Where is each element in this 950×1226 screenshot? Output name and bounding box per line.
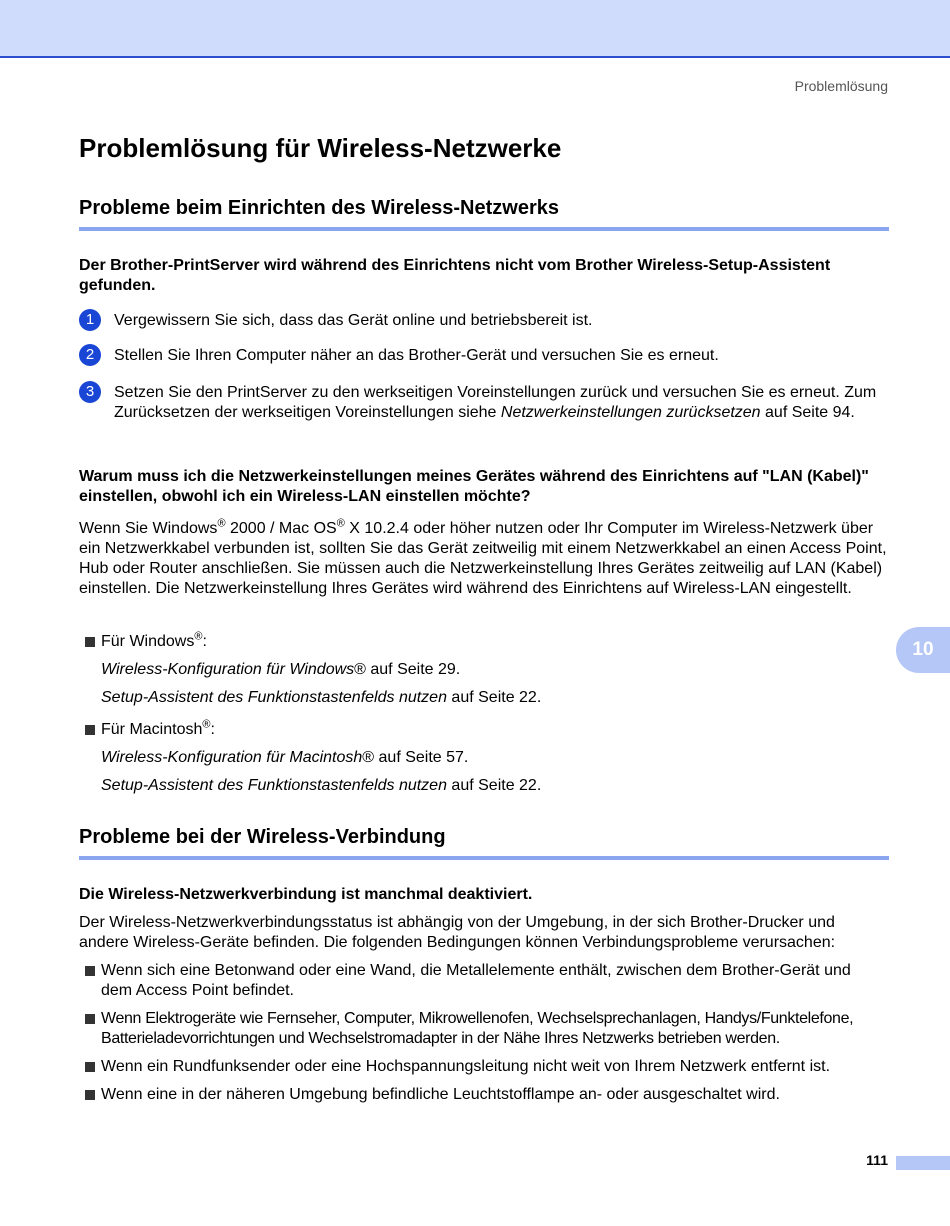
- reference-network-reset: Netzwerkeinstellungen zurücksetzen: [500, 404, 761, 421]
- windows-reference-1: Wireless-Konfiguration für Windows® auf Seite 29.: [101, 661, 461, 678]
- bullet-electrical-devices: Wenn Elektrogeräte wie Fernseher, Computer, Mikrowellenofen, Wechselsprechanlagen, Handys/Funktelefone, Batterieladevorrichtungen und Wechselstromadapter in der Nähe Ihres Netzwerks betrieben werden.: [85, 1009, 885, 1049]
- chapter-tab: 10: [896, 627, 950, 673]
- bullet-radio-transmitter: Wenn ein Rundfunksender oder eine Hochspannungsleitung nicht weit von Ihrem Netzwerk entfernt ist.: [85, 1057, 885, 1077]
- square-bullet-icon: [85, 1090, 95, 1100]
- bullet-windows: Für Windows®:: [85, 632, 885, 652]
- page-number: 111: [866, 1152, 888, 1168]
- square-bullet-icon: [85, 725, 95, 735]
- step-2-text: Stellen Sie Ihren Computer näher an das Brother-Gerät und versuchen Sie es erneut.: [114, 347, 719, 364]
- step-1: [79, 311, 889, 331]
- bullet-macintosh: Für Macintosh®:: [85, 720, 885, 740]
- question-connection-disabled: Die Wireless-Netzwerkverbindung ist manchmal deaktiviert.: [79, 886, 533, 903]
- page-title: Problemlösung für Wireless-Netzwerke: [79, 133, 562, 163]
- step-1-text: Vergewissern Sie sich, dass das Gerät online und betriebsbereit ist.: [114, 312, 593, 329]
- top-header-band: [0, 0, 950, 58]
- paragraph-connection-status: Der Wireless-Netzwerkverbindungsstatus ist abhängig von der Umgebung, in der sich Brother-Drucker und andere Wireless-Geräte befinden. Die folgenden Bedingungen können Verbindungsprobleme verursachen:: [79, 914, 836, 951]
- macintosh-reference-1: Wireless-Konfiguration für Macintosh® auf Seite 57.: [101, 749, 469, 766]
- bullet-concrete-wall: Wenn sich eine Betonwand oder eine Wand, die Metallelemente enthält, zwischen dem Brother-Gerät und dem Access Point befindet.: [85, 961, 885, 1001]
- question-printserver-not-found: Der Brother-PrintServer wird während des Einrichtens nicht vom Brother Wireless-Setup-Assistent gefunden.: [79, 257, 831, 294]
- square-bullet-icon: [85, 1062, 95, 1072]
- bullet-fluorescent-lamp: Wenn eine in der näheren Umgebung befindliche Leuchtstofflampe an- oder ausgeschaltet wird.: [85, 1085, 885, 1105]
- running-head: Problemlösung: [794, 78, 888, 94]
- step-2: [79, 346, 889, 366]
- section-heading-connection: Probleme bei der Wireless-Verbindung: [79, 826, 889, 860]
- paragraph-lan-explanation: Wenn Sie Windows® 2000 / Mac OS® X 10.2.4 oder höher nutzen oder Ihr Computer im Wireless-Netzwerk über ein Netzwerkkabel verbunden ist, sollten Sie das Gerät zeitweilig mit einem Netzwerkkabel an einen Access Point, Hub oder Router anschließen. Sie müssen auch die Netzwerkeinstellung Ihres Gerätes zeitweilig auf LAN (Kabel) einstellen. Die Netzwerkeinstellung Ihres Gerätes wird während des Einrichtens auf Wireless-LAN eingestellt.: [79, 517, 887, 597]
- step-number-1: 1: [79, 309, 101, 331]
- question-lan-cable: Warum muss ich die Netzwerkeinstellungen meines Gerätes während des Einrichtens auf "LAN (Kabel)" einstellen, obwohl ich ein Wireless-LAN einstellen möchte?: [79, 468, 869, 505]
- section-heading-setup: Probleme beim Einrichten des Wireless-Netzwerks: [79, 197, 889, 231]
- square-bullet-icon: [85, 637, 95, 647]
- square-bullet-icon: [85, 966, 95, 976]
- square-bullet-icon: [85, 1014, 95, 1024]
- step-number-3: 3: [79, 381, 101, 403]
- windows-reference-2: Setup-Assistent des Funktionstastenfelds nutzen auf Seite 22.: [101, 689, 542, 706]
- macintosh-reference-2: Setup-Assistent des Funktionstastenfelds nutzen auf Seite 22.: [101, 777, 542, 794]
- step-3: [79, 383, 889, 423]
- page-number-bar: [896, 1156, 950, 1170]
- step-number-2: 2: [79, 344, 101, 366]
- step-3-text: Setzen Sie den PrintServer zu den werkseitigen Voreinstellungen zurück und versuchen Sie es erneut. Zum Zurücksetzen der werkseitigen Voreinstellungen siehe Netzwerkeinstellungen zurücksetzen auf Seite 94.: [114, 384, 877, 421]
